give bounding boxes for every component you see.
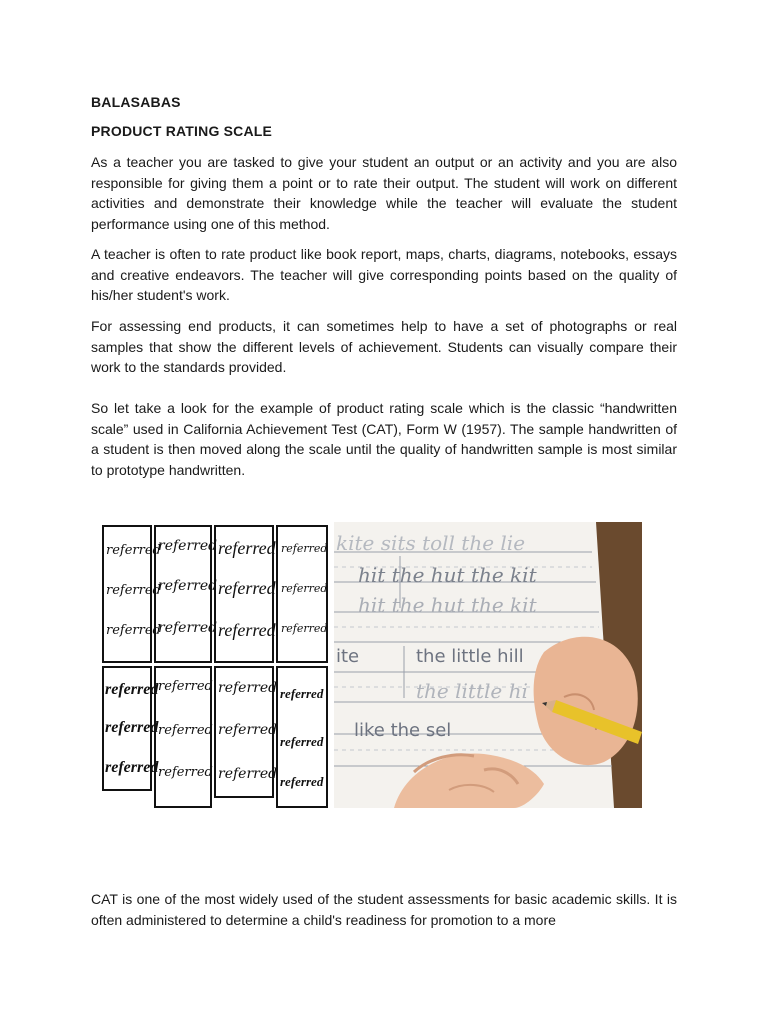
handwriting-sample: referred <box>158 538 218 554</box>
practice-line: the little hi <box>416 679 528 703</box>
document-title: PRODUCT RATING SCALE <box>91 123 273 139</box>
practice-line: hit the hut the kit <box>358 593 537 617</box>
sample-col-1 <box>106 543 161 638</box>
handwriting-sample: referred <box>106 583 161 598</box>
practice-line: the little hill <box>416 646 524 667</box>
paragraph-handwritten-scale: So let take a look for the example of product rating scale which is the classic “handwritten scale” used in California Achievement Test (CAT), Form W (1957). The sample handwritten of a student is then moved along the scale until the quality of handwritten sample is most similar to prototype handwritten. <box>91 400 677 479</box>
sample-col-5 <box>105 681 159 776</box>
paragraph-products: A teacher is often to rate product like book report, maps, charts, diagrams, notebooks, essays and creative endeavors. The teacher will give corresponding points based on the quality of his/her student's work. <box>91 246 677 304</box>
practice-line: like the sel <box>354 720 452 741</box>
handwriting-sample: referred <box>280 686 324 701</box>
handwriting-sample: referred <box>218 620 276 640</box>
paragraph-cat-description: CAT is one of the most widely used of the student assessments for basic academic skills. It is often administered to determine a child's readiness for promotion to a more <box>91 891 677 928</box>
practice-line: kite sits toll the lie <box>336 531 526 555</box>
sample-col-2 <box>158 538 217 636</box>
handwriting-sample: referred <box>218 722 278 738</box>
handwriting-sample: referred <box>105 759 159 776</box>
handwriting-sample: referred <box>280 734 324 749</box>
handwriting-sample: referred <box>218 766 278 782</box>
author-name: BALASABAS <box>91 94 181 110</box>
practice-line: ite <box>336 646 360 667</box>
handwriting-sample: referred <box>158 765 213 780</box>
handwriting-sample: referred <box>218 578 276 598</box>
handwriting-sample: referred <box>158 679 213 694</box>
handwriting-sample: referred <box>218 680 278 696</box>
handwriting-sample: referred <box>158 723 213 738</box>
handwriting-sample: referred <box>105 719 159 736</box>
handwriting-sample: referred <box>281 622 328 635</box>
child-writing-photo <box>334 522 642 808</box>
handwriting-sample: referred <box>105 681 159 698</box>
practice-line: hit the hut the kit <box>358 563 537 587</box>
paragraph-samples: For assessing end products, it can sometimes help to have a set of photographs or real samples that show the different levels of achievement. Students can visually compare their work to the standards provided. <box>91 318 677 376</box>
paragraph-intro: As a teacher you are tasked to give your student an output or an activity and you are also responsible for giving them a point or to rate their output. The student will work on different activities and demonstrate their knowledge while the teacher will evaluate the student performance using one of this method. <box>91 154 677 233</box>
handwriting-sample: referred <box>218 538 276 558</box>
handwriting-sample: referred <box>158 578 218 594</box>
handwriting-sample: referred <box>106 623 161 638</box>
handwriting-figure <box>100 520 642 810</box>
handwriting-sample: referred <box>280 774 324 789</box>
handwriting-scale-image <box>100 520 330 810</box>
handwriting-sample: referred <box>281 542 328 555</box>
handwriting-sample: referred <box>281 582 328 595</box>
sample-col-3 <box>218 538 277 640</box>
handwriting-sample: referred <box>106 543 161 558</box>
sample-col-7 <box>218 680 277 782</box>
handwriting-sample: referred <box>158 620 218 636</box>
